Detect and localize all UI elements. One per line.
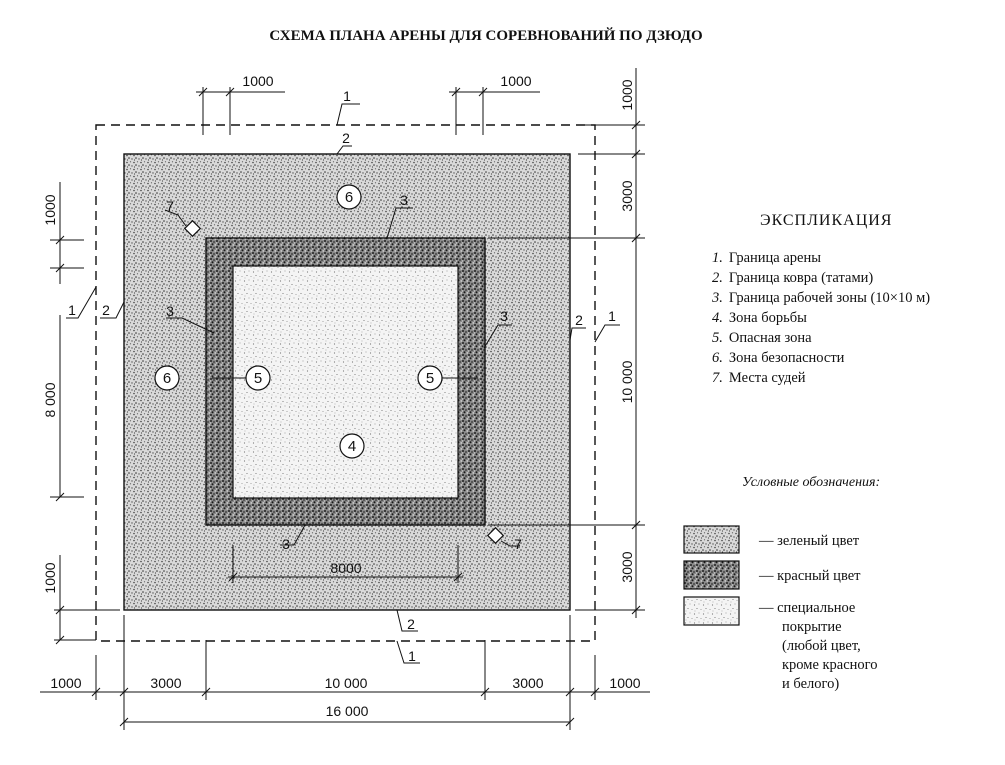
callout-work-top: 3	[400, 192, 408, 208]
legend-special-line: кроме красного	[782, 657, 878, 673]
legend-swatch-red	[684, 561, 739, 589]
callout-work-bottom: 3	[282, 536, 290, 552]
callout-arena-right: 1	[608, 308, 616, 324]
callout-arena-top: 1	[343, 88, 351, 104]
callout-mat-right: 2	[575, 312, 583, 328]
legend-special-line: покрытие	[782, 619, 842, 635]
dim-bottom-total: 16 000	[325, 703, 369, 719]
legend-green-label: — зеленый цвет	[759, 533, 860, 549]
callout-mat-left: 2	[102, 302, 110, 318]
zone-safety-top: 6	[344, 189, 354, 206]
zone-danger-left: 5	[253, 370, 263, 387]
explication-item	[712, 350, 845, 366]
callout-judge-bottom: 7	[514, 536, 522, 552]
dim-top-right-1000: 1000	[500, 73, 532, 89]
legend-title: Условные обозначения:	[742, 475, 881, 490]
callout-judge-top: 7	[166, 198, 174, 214]
legend-special-label	[758, 600, 881, 692]
legend-special-line: (любой цвет,	[782, 638, 861, 654]
bottom-dimensions	[40, 615, 650, 730]
explication	[711, 212, 930, 386]
dim-right-3000-bottom: 3000	[619, 551, 635, 583]
dim-bottom-1000-right: 1000	[609, 675, 641, 691]
explication-item	[712, 330, 812, 346]
legend-special-line: и белого)	[782, 676, 840, 692]
dim-top-left-1000: 1000	[242, 73, 274, 89]
callout-mat-bottom: 2	[407, 616, 415, 632]
callout-arena-left: 1	[68, 302, 76, 318]
diagram-title: СХЕМА ПЛАНА АРЕНЫ ДЛЯ СОРЕВНОВАНИЙ ПО ДЗЮДО	[269, 28, 703, 44]
left-dimensions	[42, 182, 120, 644]
dim-right-1000: 1000	[619, 79, 635, 111]
explication-item	[712, 370, 806, 386]
explication-item	[711, 290, 930, 306]
explication-title: ЭКСПЛИКАЦИЯ	[760, 212, 893, 229]
callout-work-left: 3	[166, 303, 174, 319]
legend-swatch-green	[684, 526, 739, 553]
callout-arena-bottom: 1	[408, 648, 416, 664]
callout-mat-top: 2	[342, 130, 350, 146]
svg-text:2.Граница ковра (татами): 2. Граница ковра (татами)	[712, 270, 874, 286]
svg-text:1.Граница арены: 1. Граница арены	[712, 250, 821, 266]
dim-bottom-3000-left: 3000	[150, 675, 182, 691]
explication-item	[712, 250, 821, 266]
legend	[684, 475, 881, 692]
callout-work-right: 3	[500, 308, 508, 324]
explication-item	[712, 270, 873, 286]
dim-right-10000: 10 000	[619, 360, 635, 404]
dim-left-8000: 8 000	[42, 382, 58, 418]
svg-text:3.Граница рабочей зоны (10×10: 3. Граница рабочей зоны (10×10 м)	[712, 290, 931, 306]
dim-inner-8000: 8000	[330, 560, 362, 576]
zone-fight: 4	[347, 438, 357, 455]
svg-text:5.Опасная зона: 5. Опасная зона	[712, 330, 812, 346]
dim-left-1000-top: 1000	[42, 194, 58, 226]
dim-bottom-3000-right: 3000	[512, 675, 544, 691]
svg-text:7.Места судей: 7. Места судей	[712, 370, 806, 386]
legend-swatch-special	[684, 597, 739, 625]
dim-right-3000-top: 3000	[619, 180, 635, 212]
legend-special-line: — специальное	[759, 600, 856, 616]
dim-bottom-10000: 10 000	[324, 675, 368, 691]
dim-bottom-1000-left: 1000	[50, 675, 82, 691]
explication-item	[712, 310, 807, 326]
zone-safety-left: 6	[162, 370, 172, 387]
svg-text:4.Зона борьбы: 4. Зона борьбы	[712, 310, 807, 326]
zone-danger-right: 5	[425, 370, 435, 387]
legend-red-label: — красный цвет	[759, 568, 861, 584]
svg-text:6.Зона безопасности: 6. Зона безопасности	[712, 350, 845, 366]
dim-left-1000-bottom: 1000	[42, 562, 58, 594]
